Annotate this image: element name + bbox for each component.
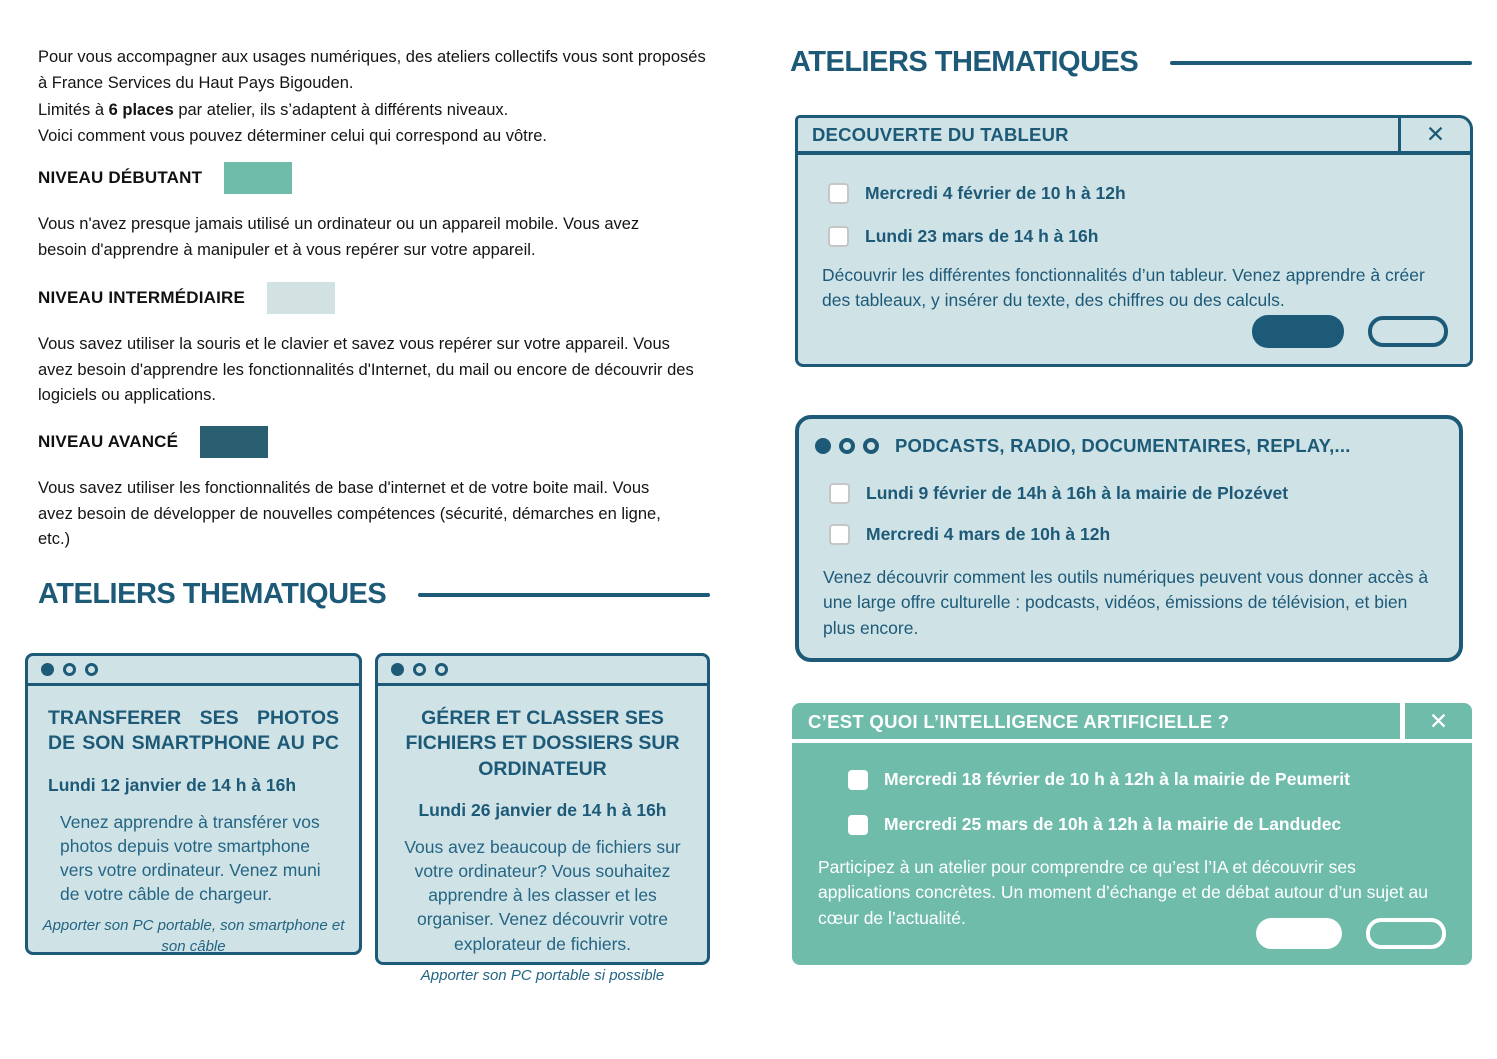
level-beginner-color-swatch [224, 162, 292, 194]
session-checkbox[interactable] [848, 770, 868, 790]
workshop-tableur-body [798, 155, 1470, 360]
workshop-photos-title: TRANSFERER SES PHOTOS DE SON SMARTPHONE AU PC [48, 707, 339, 755]
window-dot-filled-icon [41, 663, 54, 676]
workshop-card-ia [792, 703, 1472, 965]
window-dot-icon [435, 663, 448, 676]
session-checkbox[interactable] [848, 815, 868, 835]
level-beginner-label: NIVEAU DÉBUTANT [38, 168, 203, 187]
close-icon: ✕ [1425, 121, 1446, 147]
window-dot-icon [63, 663, 76, 676]
workshop-card-podcasts [795, 415, 1463, 662]
session-row [829, 483, 1459, 504]
workshop-tableur-description: Découvrir les différentes fonctionnalités d’un tableur. Venez apprendre à créer des tableaux, y insérer du texte, des chiffres ou des calculs. [822, 265, 1425, 311]
session-checkbox[interactable] [828, 226, 849, 247]
level-advanced-description: Vous savez utiliser les fonctionnalités de base d'internet et de votre boite mail. Vous avez besoin de développer de nouvelles compétences (sécurité, démarches en ligne, etc.) [38, 479, 661, 549]
left-section-heading [38, 578, 710, 611]
level-intermediate-description: Vous savez utiliser la souris et le clavier et savez vous repérer sur votre appareil. Vous avez besoin d'apprendre les fonctionnalités d'Internet, du mail ou encore de découvrir des logiciels ou applications. [38, 335, 694, 405]
close-icon: ✕ [1428, 707, 1449, 734]
workshop-files-title: GÉRER ET CLASSER SES FICHIERS ET DOSSIERS SUR ORDINATEUR [405, 707, 680, 780]
level-beginner-description: Vous n'avez presque jamais utilisé un ordinateur ou un appareil mobile. Vous avez besoin d'apprendre à manipuler et à vous repérer sur votre appareil. [38, 215, 640, 259]
close-button[interactable] [1400, 703, 1472, 739]
heading-rule [1170, 61, 1472, 65]
session-label: Mercredi 4 mars de 10h à 12h [866, 524, 1111, 544]
level-intermediate-label: NIVEAU INTERMÉDIAIRE [38, 288, 246, 307]
workshop-files-note: Apporter son PC portable si possible [420, 966, 665, 984]
session-checkbox[interactable] [829, 524, 850, 545]
intro-line-1: Pour vous accompagner aux usages numériques, des ateliers collectifs vous sont proposés à France Services du Haut Pays Bigouden. [38, 48, 706, 93]
filled-pill-button[interactable] [1256, 918, 1342, 949]
session-row [829, 524, 1459, 545]
session-row [848, 769, 1472, 790]
workshop-podcasts-title: PODCASTS, RADIO, DOCUMENTAIRES, REPLAY,... [895, 435, 1351, 456]
heading-rule [418, 593, 710, 597]
right-section-title: ATELIERS THEMATIQUES [790, 46, 1139, 78]
workshop-card-photos [25, 653, 362, 955]
intro-places-count: 6 places [108, 100, 174, 119]
workshop-card-files [375, 653, 710, 984]
level-advanced-row [38, 426, 268, 458]
window-dot-icon [839, 438, 855, 454]
window-titlebar [792, 703, 1472, 743]
workshop-files-description: Vous avez beaucoup de fichiers sur votre ordinateur? Vous souhaitez apprendre à les classer et les organiser. Venez découvrir votre explorateur de fichiers. [404, 837, 681, 954]
window-dot-icon [85, 663, 98, 676]
workshop-photos-note: Apporter son PC portable, son smartphone et son câble [42, 917, 345, 955]
right-section-heading [790, 46, 1472, 79]
filled-pill-button[interactable] [1252, 315, 1344, 348]
window-dot-filled-icon [815, 438, 831, 454]
button-group [1252, 315, 1448, 348]
outline-pill-button[interactable] [1368, 316, 1448, 347]
level-advanced-label: NIVEAU AVANCÉ [38, 432, 179, 451]
session-label: Lundi 9 février de 14h à 16h à la mairie de Plozévet [866, 483, 1289, 503]
workshop-files-date: Lundi 26 janvier de 14 h à 16h [418, 800, 667, 821]
intro-line-3: Voici comment vous pouvez déterminer celui qui correspond au vôtre. [38, 127, 548, 146]
session-row [848, 814, 1472, 835]
close-button[interactable] [1398, 118, 1470, 151]
workshop-podcasts-sessions [799, 483, 1459, 545]
session-row [828, 226, 1470, 247]
window-titlebar [799, 419, 1459, 457]
intro-line-2b: par atelier, ils s’adaptent à différents niveaux. [173, 100, 509, 119]
workshop-ia-description: Participez à un atelier pour comprendre ce qu’est l’IA et découvrir ses applications concrètes. Un moment d’échange et de débat autour d’un sujet au cœur de l’actualité. [818, 857, 1428, 928]
workshop-card-tableur [795, 115, 1473, 367]
level-intermediate-color-swatch [267, 282, 335, 314]
left-section-title: ATELIERS THEMATIQUES [38, 578, 387, 610]
level-advanced-color-swatch [200, 426, 268, 458]
workshop-podcasts-description: Venez découvrir comment les outils numériques peuvent vous donner accès à une large offre culturelle : podcasts, vidéos, émissions de télévision, et bien plus encore. [823, 567, 1429, 638]
session-checkbox[interactable] [829, 483, 850, 504]
workshop-photos-description: Venez apprendre à transférer vos photos depuis votre smartphone vers votre ordinateur. Venez muni de votre câble de chargeur. [60, 811, 321, 905]
intro-line-2: Limités à [38, 100, 109, 119]
window-dot-icon [413, 663, 426, 676]
session-label: Mercredi 4 février de 10 h à 12h [865, 183, 1126, 203]
level-beginner-row [38, 162, 292, 194]
workshop-ia-title: C’EST QUOI L’INTELLIGENCE ARTIFICIELLE ? [808, 711, 1230, 732]
intro-paragraph [38, 44, 706, 150]
window-dot-filled-icon [391, 663, 404, 676]
session-label: Mercredi 25 mars de 10h à 12h à la mairie de Landudec [884, 814, 1342, 834]
button-group [1256, 918, 1446, 949]
workshop-tableur-title: DECOUVERTE DU TABLEUR [812, 124, 1069, 145]
workshop-photos-date: Lundi 12 janvier de 14 h à 16h [48, 774, 297, 795]
session-checkbox[interactable] [828, 183, 849, 204]
session-label: Mercredi 18 février de 10 h à 12h à la mairie de Peumerit [884, 769, 1350, 789]
window-titlebar [28, 656, 359, 686]
window-titlebar [378, 656, 707, 686]
outline-pill-button[interactable] [1366, 918, 1446, 949]
window-titlebar [798, 118, 1470, 155]
session-row [828, 183, 1470, 204]
session-label: Lundi 23 mars de 14 h à 16h [865, 226, 1099, 246]
workshop-ia-body [792, 743, 1472, 965]
window-dot-icon [863, 438, 879, 454]
level-intermediate-row [38, 282, 335, 314]
